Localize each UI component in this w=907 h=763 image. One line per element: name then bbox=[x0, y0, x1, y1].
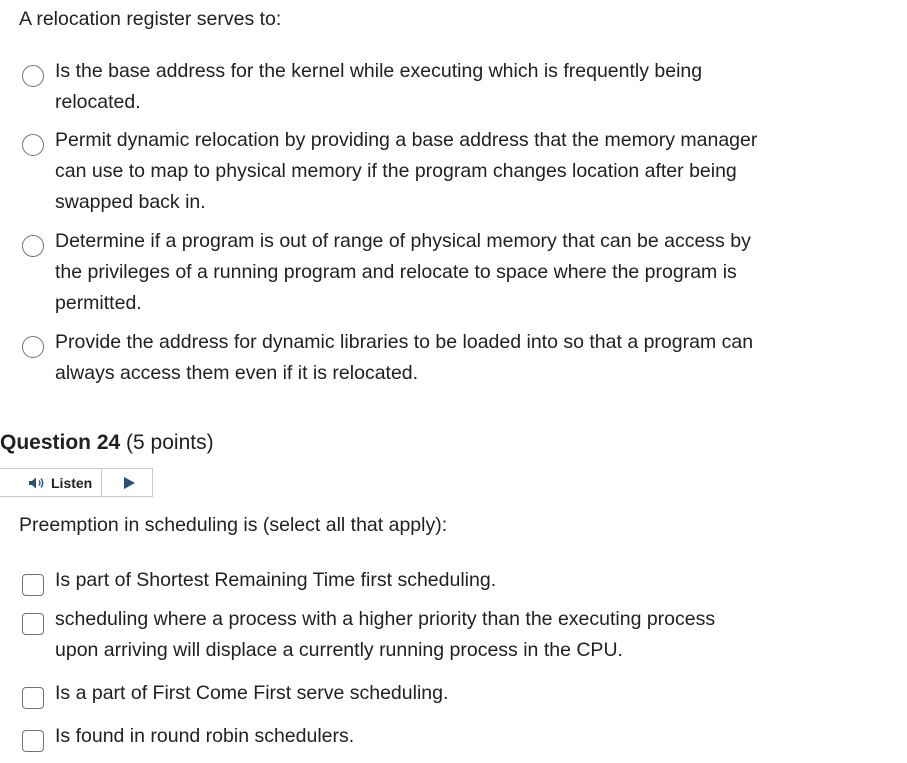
play-icon bbox=[124, 477, 135, 489]
question-24-points: (5 points) bbox=[126, 431, 214, 454]
q23-option-4[interactable] bbox=[22, 327, 852, 389]
speaker-icon bbox=[28, 476, 46, 490]
q23-option-4-radio[interactable] bbox=[22, 336, 44, 358]
q24-option-1-checkbox[interactable] bbox=[22, 574, 44, 596]
q24-option-2[interactable] bbox=[22, 604, 852, 666]
q24-option-3-checkbox[interactable] bbox=[22, 687, 44, 709]
listen-toolbar bbox=[0, 468, 153, 497]
q23-option-2[interactable] bbox=[22, 125, 852, 218]
q23-option-3-radio[interactable] bbox=[22, 235, 44, 257]
q24-option-4-checkbox[interactable] bbox=[22, 730, 44, 752]
play-button[interactable] bbox=[102, 469, 152, 496]
q24-option-2-checkbox[interactable] bbox=[22, 613, 44, 635]
q24-option-1[interactable] bbox=[22, 565, 852, 596]
listen-button[interactable] bbox=[0, 469, 102, 496]
q24-option-2-text[interactable]: scheduling where a process with a higher priority than the executing process upon arriving will displace a currently running process in the CPU. bbox=[55, 608, 716, 661]
q24-option-3-text[interactable]: Is a part of First Come First serve scheduling. bbox=[55, 682, 449, 704]
q23-option-1[interactable] bbox=[22, 56, 852, 118]
q23-option-3-text[interactable]: Determine if a program is out of range of physical memory that can be access by the privileges of a running program and relocate to space where the program is permitted. bbox=[55, 230, 751, 314]
question-24-prompt: Preemption in scheduling is (select all that apply): bbox=[19, 514, 448, 536]
q24-option-4-text[interactable]: Is found in round robin schedulers. bbox=[55, 725, 355, 747]
q23-option-3[interactable] bbox=[22, 226, 852, 319]
q23-option-1-radio[interactable] bbox=[22, 65, 44, 87]
listen-label: Listen bbox=[51, 474, 93, 491]
q23-option-4-text[interactable]: Provide the address for dynamic libraries to be loaded into so that a program can always access them even if it is relocated. bbox=[55, 331, 754, 384]
q23-option-2-radio[interactable] bbox=[22, 134, 44, 156]
q23-option-2-text[interactable]: Permit dynamic relocation by providing a base address that the memory manager can use to map to physical memory if the program changes location after being swapped back in. bbox=[55, 129, 758, 213]
question-23-prompt: A relocation register serves to: bbox=[19, 8, 282, 30]
question-24-heading bbox=[0, 428, 214, 458]
q24-option-3[interactable] bbox=[22, 678, 852, 709]
q23-option-1-text[interactable]: Is the base address for the kernel while executing which is frequently being relocated. bbox=[55, 60, 703, 113]
question-24-title: Question 24 bbox=[0, 431, 121, 454]
q24-option-4[interactable] bbox=[22, 721, 852, 752]
q24-option-1-text[interactable]: Is part of Shortest Remaining Time first scheduling. bbox=[55, 569, 497, 591]
